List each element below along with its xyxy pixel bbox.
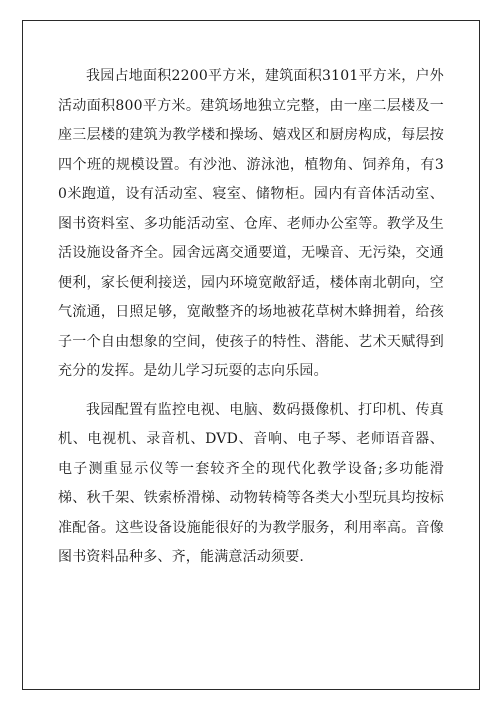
paragraph-equipment: 我园配置有监控电视、电脑、数码摄像机、打印机、传真机、电视机、录音机、DVD、音响、电子琴、老师语音器、电子测重显示仪等一套较齐全的现代化教学设备;多功能滑梯、秋千架、铁索桥滑梯、动物转椅等各类大小型玩具均按标准配备。这些设备设施能很好的为教学服务，利用率高。音像图书资料品种多、齐，能满意活动须要. — [58, 401, 444, 565]
document-body — [58, 62, 444, 573]
paragraph-facilities-overview: 我园占地面积2200平方米，建筑面积3101平方米，户外活动面积800平方米。建筑场地独立完整，由一座二层楼及一座三层楼的建筑为教学楼和操场、嬉戏区和厨房构成，每层按四个班的规模设置。有沙池、游泳池，植物角、饲养角，有30米跑道，设有活动室、寝室、储物柜。园内有音体活动室、图书资料室、多功能活动室、仓库、老师办公室等。教学及生活设施设备齐全。园舍远离交通要道，无噪音、无污染，交通便利，家长便利接送，园内环境宽敞舒适，楼体南北朝向，空气流通，日照足够，宽敞整齐的场地被花草树木蜂拥着，给孩子一个自由想象的空间，使孩子的特性、潜能、艺术天赋得到充分的发挥。是幼儿学习玩耍的志向乐园。 — [58, 68, 444, 379]
